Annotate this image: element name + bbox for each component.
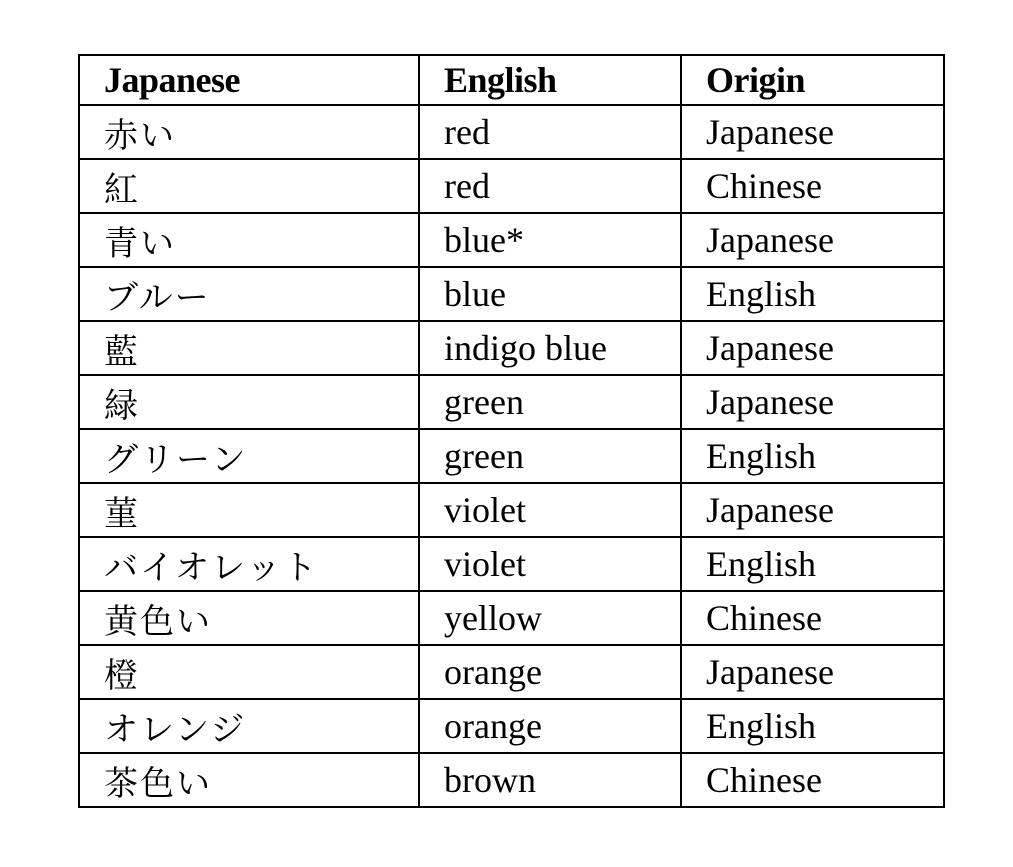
- table-row: [79, 483, 944, 537]
- header-origin: Origin: [681, 55, 944, 105]
- cell-origin: Chinese: [681, 591, 944, 645]
- cell-english: yellow: [419, 591, 681, 645]
- table-row: [79, 537, 944, 591]
- cell-japanese: 黄色い: [79, 591, 419, 645]
- table-row: [79, 753, 944, 807]
- cell-japanese: 赤い: [79, 105, 419, 159]
- table-row: [79, 267, 944, 321]
- table-row: [79, 429, 944, 483]
- table-row: [79, 645, 944, 699]
- cell-english: green: [419, 429, 681, 483]
- table-row: [79, 591, 944, 645]
- table-row: [79, 159, 944, 213]
- cell-english: indigo blue: [419, 321, 681, 375]
- cell-japanese: 緑: [79, 375, 419, 429]
- cell-origin: Japanese: [681, 105, 944, 159]
- cell-japanese: 藍: [79, 321, 419, 375]
- table-row: [79, 105, 944, 159]
- cell-english: red: [419, 105, 681, 159]
- cell-japanese: 紅: [79, 159, 419, 213]
- cell-japanese: 青い: [79, 213, 419, 267]
- table-row: [79, 321, 944, 375]
- header-japanese: Japanese: [79, 55, 419, 105]
- table-row: [79, 375, 944, 429]
- cell-japanese: 茶色い: [79, 753, 419, 807]
- cell-english: violet: [419, 483, 681, 537]
- cell-origin: Japanese: [681, 645, 944, 699]
- cell-japanese: ブルー: [79, 267, 419, 321]
- cell-origin: Japanese: [681, 375, 944, 429]
- header-english: English: [419, 55, 681, 105]
- table-row: [79, 699, 944, 753]
- cell-origin: Japanese: [681, 213, 944, 267]
- cell-english: violet: [419, 537, 681, 591]
- cell-english: red: [419, 159, 681, 213]
- color-words-table-container: [78, 54, 943, 808]
- cell-english: brown: [419, 753, 681, 807]
- cell-origin: Japanese: [681, 321, 944, 375]
- cell-japanese: バイオレット: [79, 537, 419, 591]
- cell-japanese: グリーン: [79, 429, 419, 483]
- cell-origin: English: [681, 537, 944, 591]
- cell-english: orange: [419, 699, 681, 753]
- cell-origin: English: [681, 699, 944, 753]
- table-header-row: [79, 55, 944, 105]
- cell-japanese: 菫: [79, 483, 419, 537]
- cell-origin: English: [681, 267, 944, 321]
- cell-origin: Chinese: [681, 753, 944, 807]
- cell-japanese: オレンジ: [79, 699, 419, 753]
- table-row: [79, 213, 944, 267]
- cell-japanese: 橙: [79, 645, 419, 699]
- cell-english: green: [419, 375, 681, 429]
- cell-origin: Chinese: [681, 159, 944, 213]
- cell-origin: English: [681, 429, 944, 483]
- cell-english: blue: [419, 267, 681, 321]
- cell-english: blue*: [419, 213, 681, 267]
- color-words-table: [78, 54, 945, 808]
- cell-origin: Japanese: [681, 483, 944, 537]
- cell-english: orange: [419, 645, 681, 699]
